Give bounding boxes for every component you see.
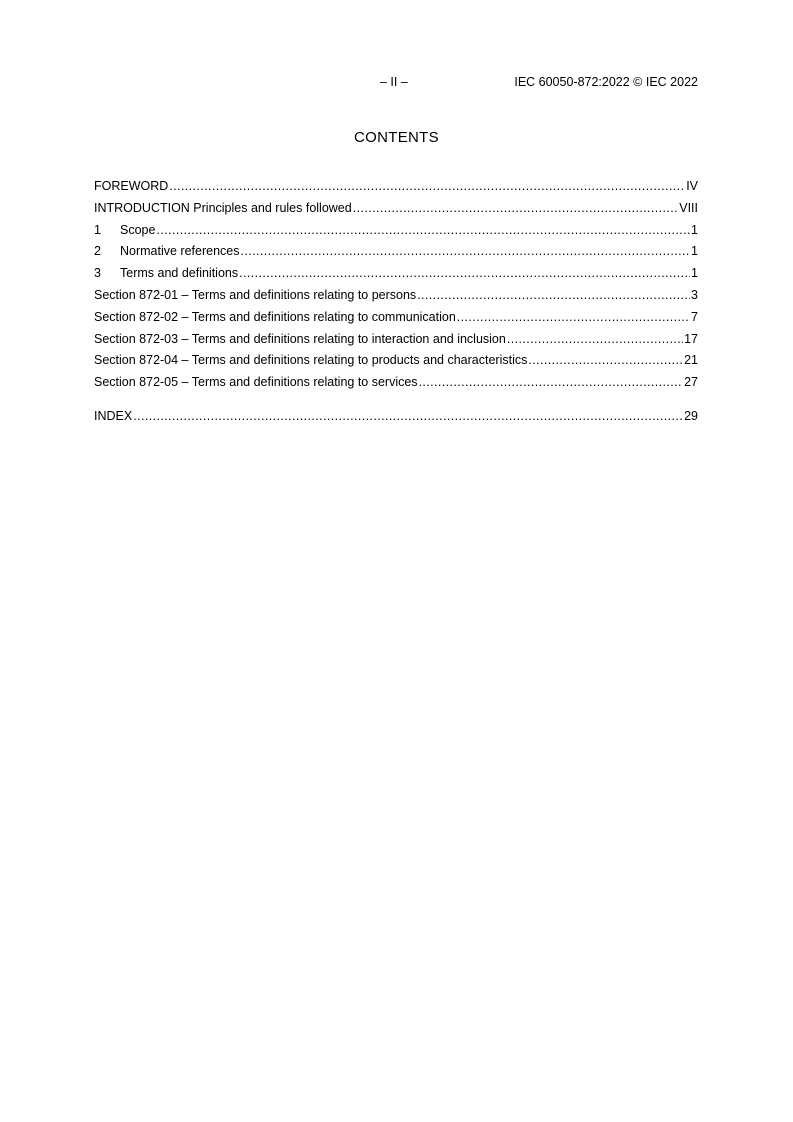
toc-entry-label: FOREWORD (94, 179, 169, 193)
toc-dot-leader (457, 307, 690, 329)
toc-entry-section-872-02[interactable] (94, 307, 698, 329)
toc-entry-page: 3 (691, 287, 698, 302)
toc-entry-number: 3 (94, 266, 101, 281)
toc-entry-number: 2 (94, 244, 101, 259)
toc-dot-leader (353, 198, 679, 220)
toc-dot-leader (169, 176, 685, 198)
toc-entry-section-872-03[interactable] (94, 329, 698, 351)
toc-entry-introduction[interactable] (94, 198, 698, 220)
toc-entry-terms-and-definitions[interactable] (94, 263, 698, 285)
toc-entry-label: Section 872-02 – Terms and definitions relating to communication (94, 309, 456, 324)
toc-entry-number: 1 (94, 222, 101, 237)
toc-entry-label: Scope (120, 222, 156, 237)
toc-entry-section-872-05[interactable] (94, 372, 698, 394)
toc-entry-page: VIII (679, 200, 698, 215)
toc-entry-label: INTRODUCTION Principles and rules followed (94, 200, 352, 215)
toc-dot-leader (156, 220, 690, 242)
toc-entry-page: 17 (684, 331, 698, 346)
contents-title: CONTENTS (354, 129, 439, 146)
toc-entry-label: Terms and definitions (120, 266, 239, 281)
toc-entry-page: IV (686, 179, 698, 193)
page-number: – II – (380, 75, 408, 89)
toc-entry-page: 7 (691, 309, 698, 324)
toc-dot-leader (417, 285, 690, 307)
toc-dot-leader (241, 241, 691, 263)
toc-entry-foreword[interactable] (94, 176, 698, 198)
toc-entry-section-872-01[interactable] (94, 285, 698, 307)
toc-dot-leader (239, 263, 690, 285)
toc-entry-page: 29 (684, 408, 698, 423)
toc-entry-scope[interactable] (94, 220, 698, 242)
toc-dot-leader (507, 329, 683, 351)
toc-entry-label: Section 872-05 – Terms and definitions relating to services (94, 375, 418, 390)
toc-dot-leader (419, 372, 684, 394)
toc-entry-label: Section 872-01 – Terms and definitions relating to persons (94, 287, 417, 302)
toc-entry-label: Normative references (120, 244, 240, 259)
table-of-contents (94, 176, 698, 428)
toc-entry-label: Section 872-04 – Terms and definitions relating to products and characteristics (94, 353, 528, 368)
toc-entry-normative-references[interactable] (94, 241, 698, 263)
toc-entry-label: INDEX (94, 408, 133, 423)
toc-entry-index[interactable] (94, 406, 698, 428)
toc-entry-section-872-04[interactable] (94, 350, 698, 372)
toc-entry-label: Section 872-03 – Terms and definitions relating to interaction and inclusion (94, 331, 506, 346)
toc-entry-page: 27 (684, 375, 698, 390)
toc-entry-page: 21 (684, 353, 698, 368)
toc-entry-page: 1 (691, 222, 698, 237)
document-reference: IEC 60050-872:2022 © IEC 2022 (514, 75, 698, 89)
page-header (0, 75, 793, 93)
toc-dot-leader (528, 350, 683, 372)
toc-entry-page: 1 (691, 266, 698, 281)
toc-dot-leader (133, 406, 683, 428)
toc-entry-page: 1 (691, 244, 698, 259)
